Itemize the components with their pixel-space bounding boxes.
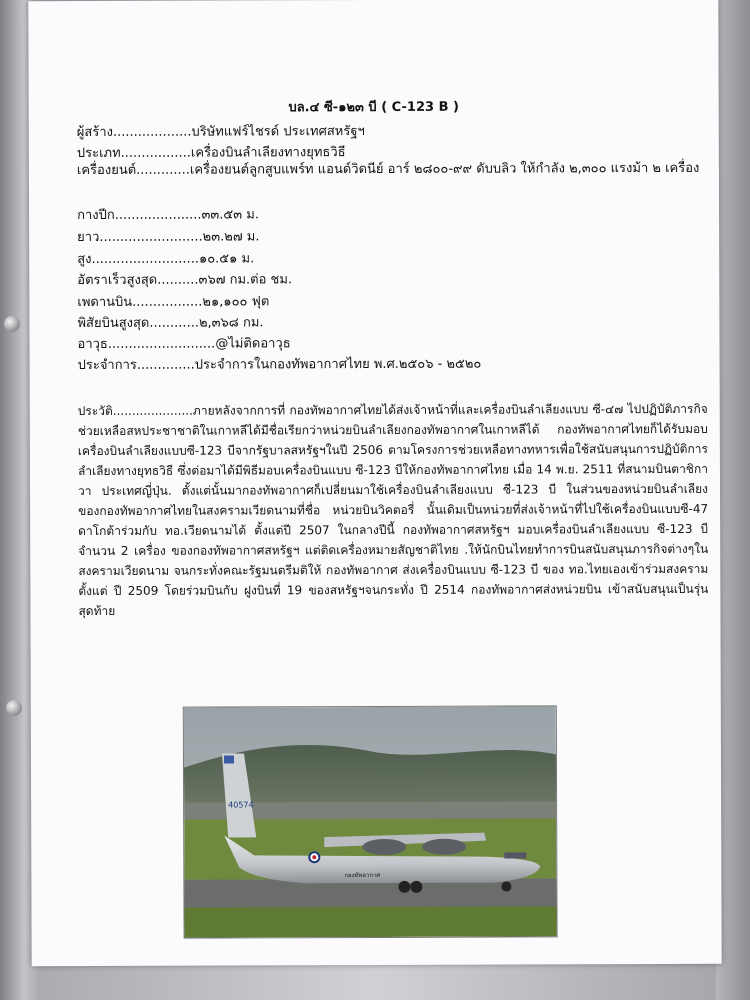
spec-row-length — [77, 225, 259, 247]
spec-value: ๑๐.๕๑ ม. — [198, 251, 255, 267]
fuselage-marking: กองทัพอากาศ — [344, 871, 381, 880]
photo-runway — [184, 878, 556, 909]
spec-value: ประจำการในกองทัพอากาศไทย พ.ศ.๒๕๐๖ - ๒๕๒๐ — [194, 356, 482, 373]
frame-rivet — [6, 700, 22, 716]
spec-value: @ไม่ติดอาวุธ — [215, 336, 291, 352]
spec-row-wingspan — [77, 203, 259, 225]
spec-label: ประจำการ.............. — [77, 357, 195, 374]
spec-value: ๓๖๗ กม.ต่อ ชม. — [198, 272, 293, 288]
history-label: ประวัติ..................... — [77, 403, 193, 419]
spec-row-ceiling — [77, 290, 269, 312]
frame-rivet — [4, 316, 20, 332]
tail-number: 40574 — [228, 800, 254, 810]
spec-row-height — [77, 247, 254, 269]
spec-label: เครื่องยนต์............. — [76, 162, 190, 179]
spec-label: กางปีก..................... — [77, 207, 202, 224]
history-paragraph — [78, 399, 709, 621]
spec-value: ๒,๓๖๘ กม. — [198, 315, 264, 331]
spec-label: ประเภท................. — [76, 145, 191, 162]
spec-value: ๒๑,๑๐๐ ฟุต — [202, 294, 270, 310]
history-text: ภายหลังจากการที่ กองทัพอากาศไทยได้ส่งเจ้าหน้าที่และเครื่องบินลำเลียงแบบ ซี-๔๗ ไปปฏิบัติภารกิจช่วยเหลือสหประชาชาติในเกาหลีได้มีชื่อเรียกว่าหน่วยบินลำเลียงกองทัพอากาศในเกาหลีได้ กองทัพอากาศไทยก็ได้รับมอบ เครื่องบินลำเลียงแบบซี-123 บีจากรัฐบาลสหรัฐฯในปี 2506 ตามโครงการช่วยเหลือทางทหารเพื่อใช้สนับสนุนการปฏิบัติการลำเลียงทางยุทธวิธี ซึ่งต่อมาได้มีพิธีมอบเครื่องบินแบบ ซี-123 บีให้กองทัพอากาศไทย เมื่อ 14 พ.ย. 2511 ที่สนามบินตาชิกาวา ประเทศญี่ปุ่น. ตั้งแต่นั้นมากองทัพอากาศก็เปลี่ยนมาใช้เครื่องบินลำเลียงแบบ ซี-123 บี ในส่วนของหน่วยบินลำเลียงของกองทัพอากาศไทยในสงครามเวียดนามที่ชื่อ หน่วยบินวิคตอรี่ นั้นเดิมเป็นหน่วยที่ส่งเจ้าหน้าที่ไปใช้เครื่องบินแบบซี-47 ดาโกต้าร่วมกับ ทอ.เวียดนามได้ ตั้งแต่ปี 2507 ในกลางปีนี้ กองทัพอากาศสหรัฐฯ มอบเครื่องบินลำเลียงแบบ ซี-123 บี จำนวน 2 เครื่อง ของกองทัพอากาศสหรัฐฯ แต่ติดเครื่องหมายสัญชาติไทย .ให้นักบินไทยทำการบินสนับสนุนภารกิจต่างๆในสงครามเวียดนาม จนกระทั่งคณะรัฐมนตรีมติให้ กองทัพอากาศ ส่งเครื่องบินแบบ ซี-123 บี ของ ทอ.ไทยเองเข้าร่วมสงคราม ตั้งแต่ ปี 2509 โดยร่วมบินกับ ฝูงบินที่ 19 ของสหรัฐฯจนกระทั่ง ปี 2514 กองทัพอากาศส่งหน่วยบิน เข้าสนับสนุนเป็นรุ่นสุดท้าย — [77, 401, 709, 619]
spec-label: พิสัยบินสูงสุด............ — [77, 315, 199, 332]
aircraft-photo — [183, 705, 558, 938]
spec-label: ผู้สร้าง................... — [76, 124, 192, 141]
aircraft-photo-image — [184, 706, 557, 937]
spec-value: ๓๓.๕๓ ม. — [201, 207, 259, 223]
spec-label: สูง.......................... — [77, 251, 199, 268]
spec-value: บริษัทแฟร์ไชรด์ ประเทศสหรัฐฯ — [191, 124, 365, 140]
spec-row-service — [78, 353, 482, 375]
photo-grass-front — [184, 906, 556, 937]
info-sheet — [28, 0, 721, 966]
spec-value: เครื่องบินลำเลียงทางยุทธวิธี — [190, 145, 346, 161]
spec-label: เพดานบิน................. — [77, 294, 203, 311]
spec-value: เครื่องยนต์ลูกสูบแพร์ท แอนด์วิดนีย์ อาร์ ๒๘๐๐-๙๙ ดับบลิว ให้กำลัง ๒,๓๐๐ แรงม้า ๒ เครื่อง — [189, 160, 700, 178]
document-title: บล.๔ ซี-๑๒๓ บี ( C-123 B ) — [288, 99, 459, 116]
spec-row-max-speed — [77, 268, 292, 290]
spec-label: ยาว......................... — [77, 229, 203, 246]
spec-label: อาวุธ.......................... — [77, 336, 216, 353]
spec-row-builder — [77, 120, 365, 142]
spec-row-range — [77, 311, 263, 333]
spec-value: ๒๓.๒๗ ม. — [202, 229, 260, 245]
spec-label: อัตราเร็วสูงสุด.......... — [77, 272, 199, 289]
spec-row-engine — [77, 158, 707, 181]
spec-row-armament — [77, 332, 290, 354]
